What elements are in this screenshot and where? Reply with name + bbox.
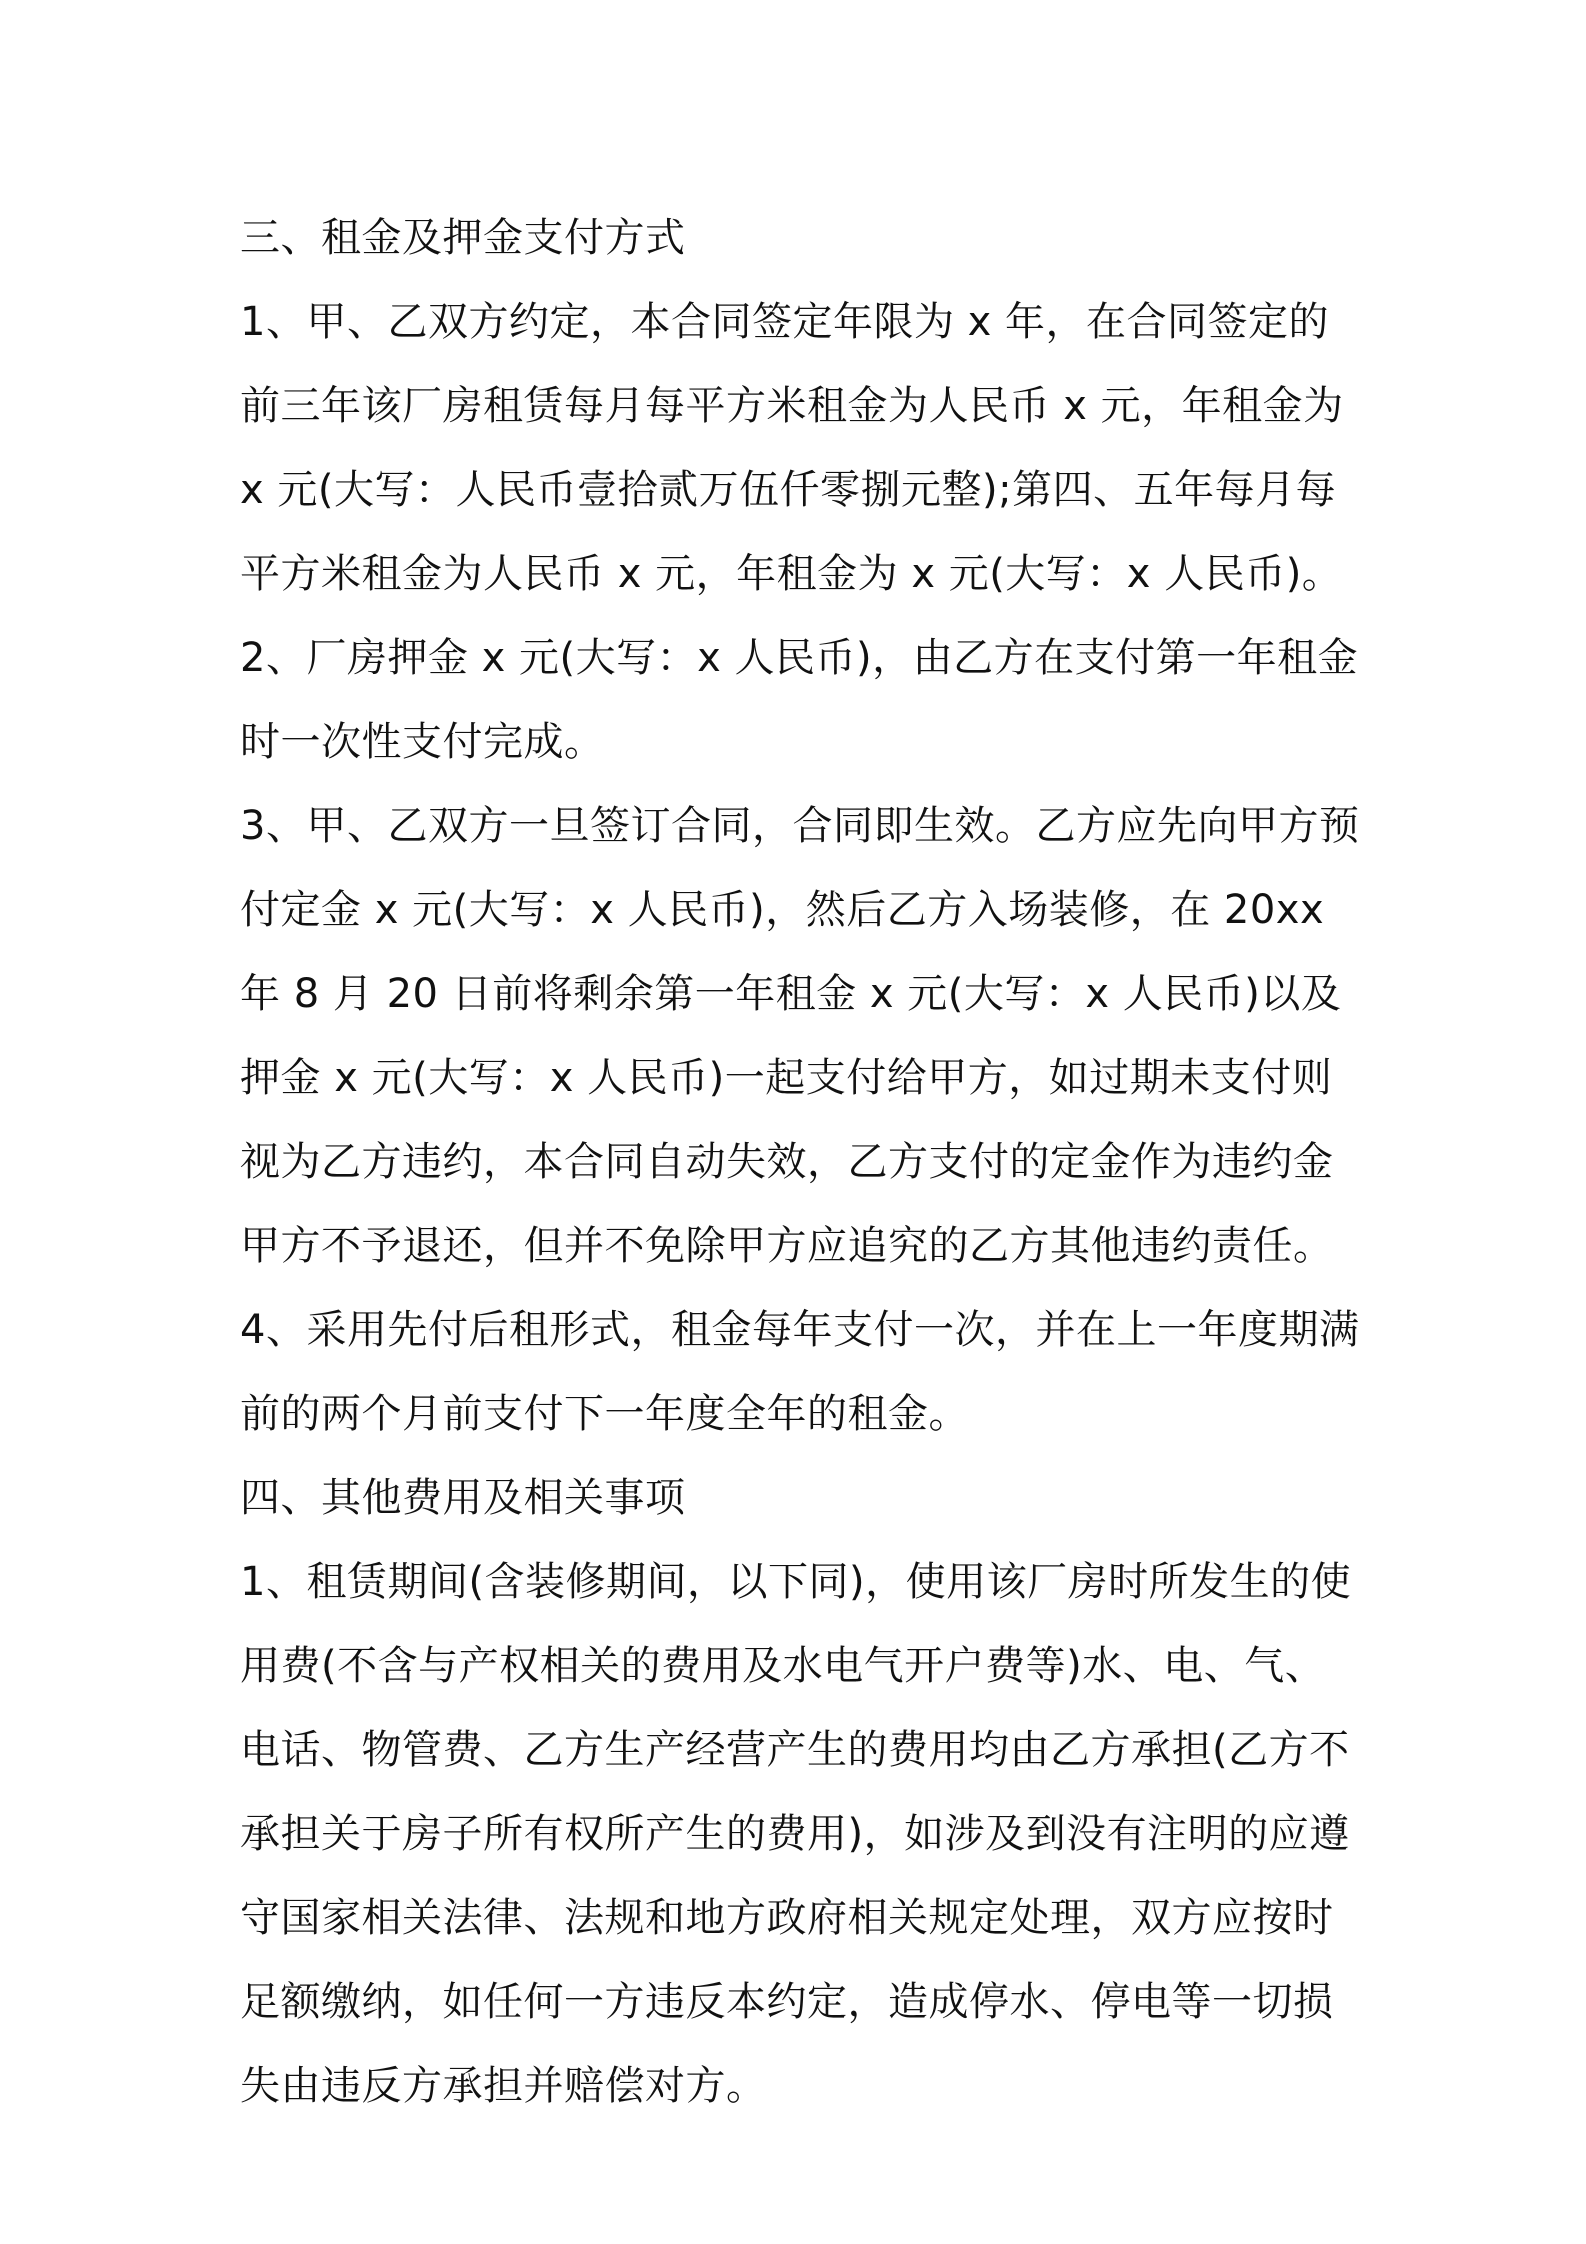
section-4-item-1: 1、租赁期间(含装修期间，以下同)，使用该厂房时所发生的使用费(不含与产权相关的费用及水电气开户费等)水、电、气、电话、物管费、乙方生产经营产生的费用均由乙方承担(乙方不承担关于房子所有权所产生的费用)，如涉及到没有注明的应遵守国家相关法律、法规和地方政府相关规定处理，双方应按时足额缴纳，如任何一方违反本约定，造成停水、停电等一切损失由违反方承担并赔偿对方。: [240, 1559, 1352, 2109]
section-3-item-2: 2、厂房押金 x 元(大写：x 人民币)，由乙方在支付第一年租金时一次性支付完成。: [240, 635, 1359, 765]
section-3-item-1: 1、甲、乙双方约定，本合同签定年限为 x 年，在合同签定的前三年该厂房租赁每月每平方米租金为人民币 x 元，年租金为 x 元(大写：人民币壹拾贰万伍仟零捌元整);第四、五年每月每平方米租金为人民币 x 元，年租金为 x 元(大写：x 人民币)。: [240, 299, 1344, 597]
section-3-item-4: 4、采用先付后租形式，租金每年支付一次，并在上一年度期满前的两个月前支付下一年度全年的租金。: [240, 1307, 1360, 1437]
section-4-heading: 四、其他费用及相关事项: [240, 1475, 686, 1521]
document-body: [240, 196, 1360, 2128]
section-3-item-3: 3、甲、乙双方一旦签订合同，合同即生效。乙方应先向甲方预付定金 x 元(大写：x 人民币)，然后乙方入场装修，在 20xx 年 8 月 20 日前将剩余第一年租金 x 元(大写：x 人民币)以及押金 x 元(大写：x 人民币)一起支付给甲方，如过期未支付则视为乙方违约，本合同自动失效，乙方支付的定金作为违约金甲方不予退还，但并不免除甲方应追究的乙方其他违约责任。: [240, 803, 1360, 1269]
section-3-heading: 三、租金及押金支付方式: [240, 215, 686, 261]
